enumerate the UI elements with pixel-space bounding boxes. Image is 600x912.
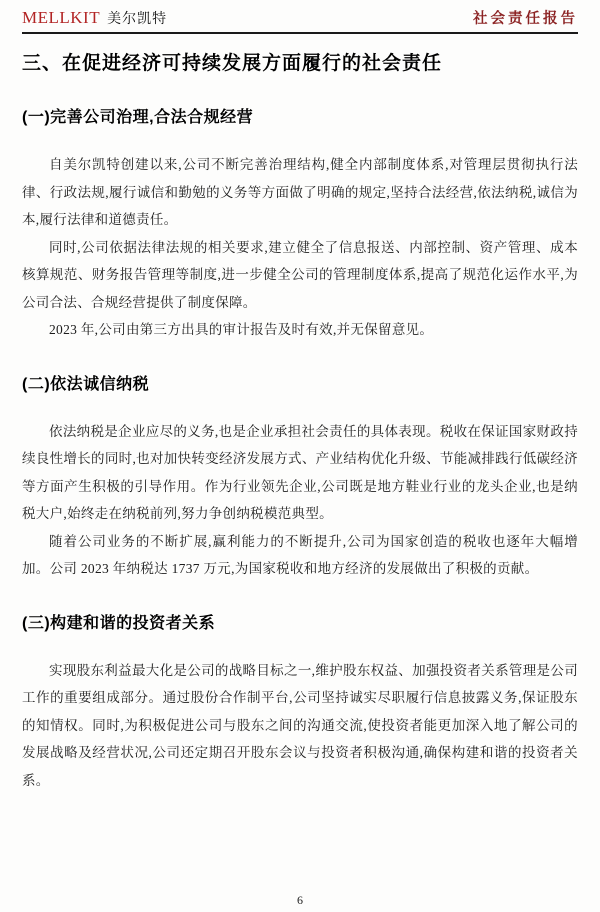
page-title: 三、在促进经济可持续发展方面履行的社会责任 bbox=[22, 53, 443, 74]
paragraph: 实现股东利益最大化是公司的战略目标之一,维护股东权益、加强投资者关系管理是公司工作的重要组成部分。通过股份合作制平台,公司坚持诚实尽职履行信息披露义务,保证股东的知情权。同时,为积极促进公司与股东之间的沟通交流,使投资者能更加深入地了解公司的发展战略及经营状况,公司还定期召开股东会议与投资者积极沟通,确保构建和谐的投资者关系。 bbox=[22, 662, 578, 788]
paragraph: 随着公司业务的不断扩展,赢利能力的不断提升,公司为国家创造的税收也逐年大幅增加。公司 2023 年纳税达 1737 万元,为国家税收和地方经济的发展做出了积极的贡献。 bbox=[22, 533, 578, 576]
paragraph: 同时,公司依据法律法规的相关要求,建立健全了信息报送、内部控制、资产管理、成本核算规范、财务报告管理等制度,进一步健全公司的管理制度体系,提高了规范化运作水平,为公司合法、合规经营提供了制度保障。 bbox=[22, 239, 578, 310]
header-doc-type-label: 社会责任报告 bbox=[473, 11, 578, 27]
paragraph: 2023 年,公司由第三方出具的审计报告及时有效,并无保留意见。 bbox=[49, 322, 434, 337]
section-heading-2: (二)依法诚信纳税 bbox=[22, 375, 150, 393]
section-heading-1: (一)完善公司治理,合法合规经营 bbox=[22, 109, 254, 126]
section-tax-compliance bbox=[22, 373, 578, 583]
section-heading-3: (三)构建和谐的投资者关系 bbox=[22, 614, 216, 632]
page-header bbox=[22, 6, 578, 28]
page-number: 6 bbox=[297, 893, 303, 907]
brand-name-cn: 美尔凯特 bbox=[107, 12, 168, 27]
section-investor-relations bbox=[22, 612, 578, 795]
paragraph: 自美尔凯特创建以来,公司不断完善治理结构,健全内部制度体系,对管理层贯彻执行法律、行政法规,履行诚信和勤勉的义务等方面做了明确的规定,坚持合法经营,依法纳税,诚信为本,履行法律和道德责任。 bbox=[22, 157, 578, 227]
header-divider bbox=[22, 32, 578, 34]
page-footer bbox=[0, 891, 600, 909]
section-corporate-governance bbox=[22, 106, 578, 344]
brand-logo-text: MELLKIT bbox=[22, 8, 101, 27]
paragraph: 依法纳税是企业应尽的义务,也是企业承担社会责任的具体表现。税收在保证国家财政持续良性增长的同时,也对加快转变经济发展方式、产业结构优化升级、节能减排践行低碳经济等方面产生积极的引导作用。作为行业领先企业,公司既是地方鞋业行业的龙头企业,也是纳税大户,始终走在纳税前列,努力争创纳税模范典型。 bbox=[22, 423, 578, 521]
brand bbox=[22, 8, 167, 28]
